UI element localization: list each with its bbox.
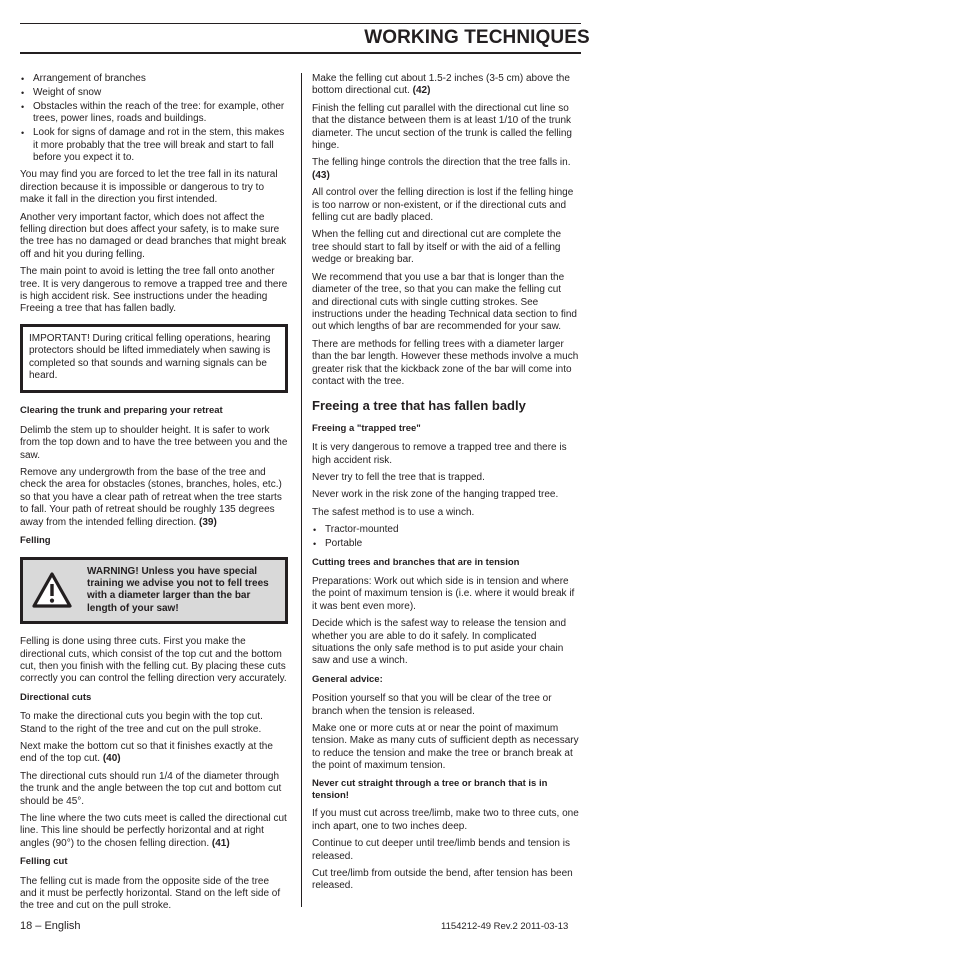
right-column: [312, 73, 580, 898]
paragraph: [20, 813, 288, 850]
header-top-rule: [20, 23, 581, 24]
felling-heading: Felling: [20, 535, 51, 547]
figure-reference: (39): [199, 516, 217, 528]
header-bottom-rule: [20, 52, 581, 54]
paragraph: [20, 467, 288, 529]
paragraph: Continue to cut deeper until tree/limb bends and tension is released.: [312, 838, 570, 862]
paragraph: Another very important factor, which does not affect the felling direction but does affect your safety, is to make sure the tree has no damaged or dead branches that might break off and hit you during felling.: [20, 211, 287, 260]
paragraph: Preparations: Work out which side is in tension and where the point of maximum tension is (i.e. where it would break if it was bent even more).: [312, 575, 575, 612]
document-code: 1154212-49 Rev.2 2011-03-13: [441, 921, 569, 932]
paragraph: Delimb the stem up to shoulder height. It is safer to work from the top down and to have the tree between you and the saw.: [20, 424, 288, 461]
paragraph: When the felling cut and directional cut are complete the tree should start to fall by itself or with the aid of a felling wedge or breaking bar.: [312, 229, 562, 266]
warning-box: [20, 557, 288, 625]
paragraph-text: Remove any undergrowth from the base of the tree and check the area for obstacles (stones, branches, holes, etc.) so that you have a clear path of retreat when the tree starts to fall. Your path of retreat should be roughly 135 degrees away from the intended felling direction.: [20, 467, 282, 528]
warning-text: WARNING! Unless you have special training we advise you not to fell trees with a diameter larger than the bar length of your saw!: [87, 565, 269, 614]
felling-cut-heading: Felling cut: [20, 856, 68, 868]
paragraph: The felling cut is made from the opposite side of the tree and it must be perfectly horizontal. Stand on the left side of the tree and cut on the pull stroke.: [20, 875, 281, 912]
paragraph: The safest method is to use a winch.: [312, 506, 475, 518]
paragraph: Finish the felling cut parallel with the directional cut line so that the distance between them is at least 1/10 of the trunk diameter. The uncut section of the trunk is called the felling hinge.: [312, 102, 572, 152]
trapped-tree-heading: Freeing a "trapped tree": [312, 422, 421, 434]
paragraph: If you must cut across tree/limb, make two to three cuts, one inch apart, one to two inches deep.: [312, 808, 579, 832]
tension-warning-note: Never cut straight through a tree or branch that is in tension!: [312, 777, 548, 801]
paragraph: Never work in the risk zone of the hanging trapped tree.: [312, 489, 559, 501]
list-item: • Look for signs of damage and rot in the stem, this makes it more probably that the tree will break and start to fall before you expect it to.: [20, 127, 288, 164]
paragraph-text: Next make the bottom cut so that it finishes exactly at the end of the top cut.: [20, 740, 273, 765]
directional-cuts-heading: Directional cuts: [20, 691, 92, 703]
paragraph: The main point to avoid is letting the tree fall onto another tree. It is very dangerous to remove a trapped tree and there is high accident risk. See instructions under the heading Freeing a tree that has fallen badly.: [20, 266, 288, 315]
column-divider: [301, 73, 302, 907]
figure-reference: (40): [102, 753, 121, 765]
paragraph: [20, 741, 288, 766]
list-item: • Arrangement of branches: [20, 73, 288, 85]
paragraph: Decide which is the safest way to release the tension and whether you are able to do it safely. In complicated situations the only safe method is to put aside your chain saw and use a winch.: [312, 618, 567, 667]
paragraph: It is very dangerous to remove a trapped tree and there is high accident risk.: [312, 442, 567, 466]
list-item: • Obstacles within the reach of the tree: for example, other trees, power lines, roads and buildings.: [20, 101, 288, 126]
figure-reference: (42): [412, 85, 431, 97]
paragraph: Never try to fell the tree that is trapped.: [312, 471, 485, 483]
list-item: • Tractor-mounted: [312, 524, 580, 536]
paragraph: There are methods for felling trees with a diameter larger than the bar length. However these methods involve a much greater risk that the kickback zone of the bar will come into contact with the tree.: [312, 338, 579, 387]
winch-type-list: [312, 524, 580, 550]
tree-factors-list: [20, 73, 288, 164]
tension-heading: Cutting trees and branches that are in tension: [312, 556, 520, 568]
paragraph: To make the directional cuts you begin with the top cut. Stand to the right of the tree and cut on the pull stroke.: [20, 711, 263, 735]
important-notice-text: IMPORTANT! During critical felling operations, hearing protectors should be lifted immediately when sawing is completed so that sounds and warning signals can be heard.: [29, 332, 271, 382]
paragraph: You may find you are forced to let the tree fall in its natural direction because it is impossible or dangerous to try to make it fall in the direction you first intended.: [20, 169, 278, 206]
list-item: • Portable: [312, 538, 580, 550]
freeing-tree-heading: Freeing a tree that has fallen badly: [312, 398, 526, 414]
figure-reference: (41): [211, 837, 230, 849]
paragraph-text: The line where the two cuts meet is called the directional cut line. This line should be perfectly horizontal and at right angles (90°) to the chosen felling direction.: [20, 813, 287, 849]
list-item: • Weight of snow: [20, 87, 288, 99]
paragraph: [312, 157, 580, 182]
important-notice-box: [20, 324, 288, 394]
paragraph: Felling is done using three cuts. First you make the directional cuts, which consist of the top cut and the bottom cut, then you finish with the felling cut. By placing these cuts correctly you can control the felling direction very accurately.: [20, 636, 287, 685]
paragraph-text: Make the felling cut about 1.5-2 inches (3-5 cm) above the bottom directional cut.: [312, 73, 570, 97]
paragraph: All control over the felling direction is lost if the felling hinge is too narrow or non-existent, or if the directional cuts and felling cut are badly placed.: [312, 187, 574, 224]
paragraph: Make one or more cuts at or near the point of maximum tension. Make as many cuts of sufficient depth as necessary to reduce the tension and make the tree or branch break at the point of maximum tension.: [312, 722, 579, 772]
page-number: 18 – English: [20, 920, 81, 932]
warning-triangle-icon: [31, 571, 73, 609]
left-column: [20, 73, 288, 918]
figure-reference: (43): [312, 169, 330, 181]
clearing-heading: Clearing the trunk and preparing your retreat: [20, 405, 223, 417]
page-title: WORKING TECHNIQUES: [364, 27, 590, 48]
paragraph: Cut tree/limb from outside the bend, after tension has been released.: [312, 868, 573, 892]
paragraph: We recommend that you use a bar that is longer than the diameter of the tree, so that you can make the felling cut and directional cuts with single cutting strokes. See instructions under the heading Technical data section to find out which lengths of bar are recommended for your saw.: [312, 271, 577, 333]
paragraph: The directional cuts should run 1/4 of the diameter through the trunk and the angle between the top cut and bottom cut should be 45°.: [20, 770, 282, 807]
paragraph-text: The felling hinge controls the direction that the tree falls in.: [312, 157, 571, 169]
general-advice-heading: General advice:: [312, 673, 383, 685]
paragraph: [312, 73, 580, 98]
paragraph: Position yourself so that you will be clear of the tree or branch when the tension is released.: [312, 693, 552, 717]
